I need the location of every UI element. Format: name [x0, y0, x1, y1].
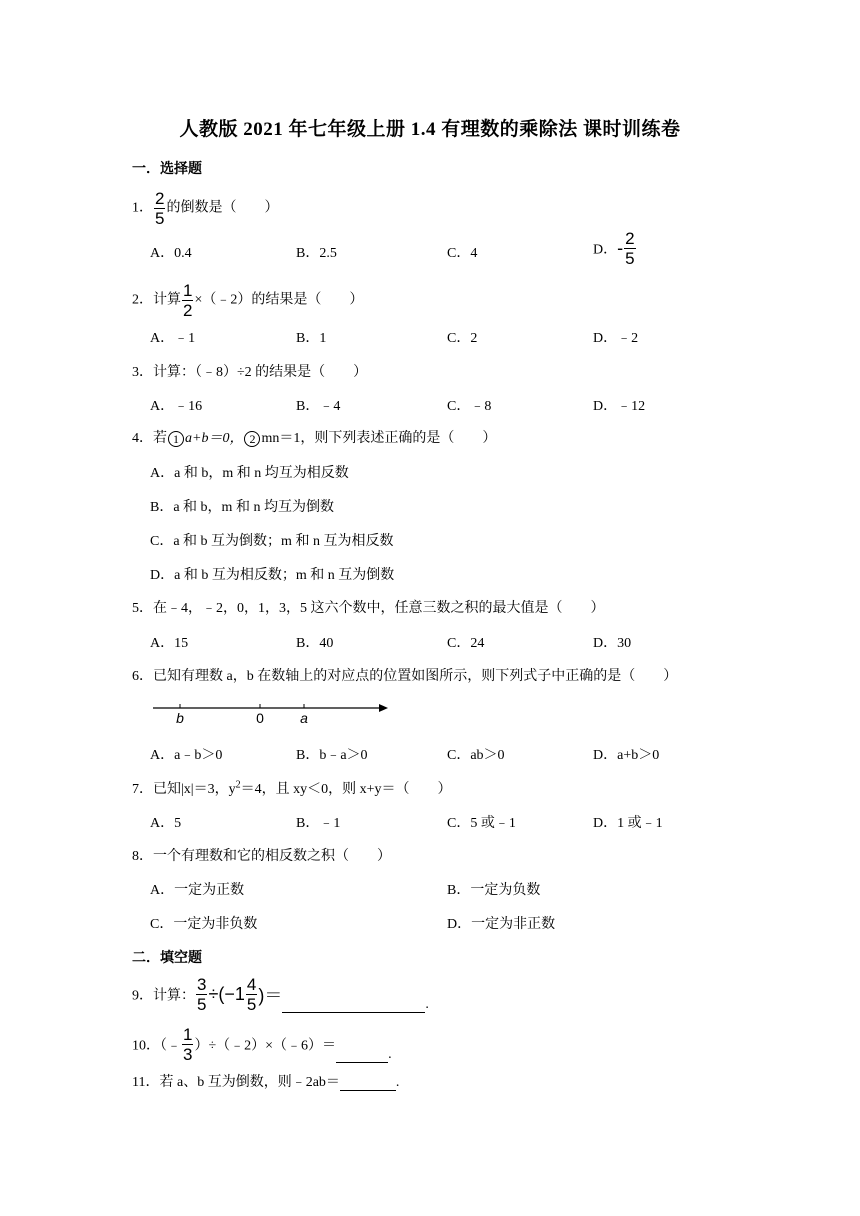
- option-b: B．40: [296, 636, 334, 651]
- axis-label-b: b: [176, 710, 184, 726]
- axis-label-a: a: [300, 710, 308, 726]
- option-b: B．﹣1: [296, 816, 341, 831]
- option-b: B．1: [296, 331, 327, 346]
- option-b: B．﹣4: [296, 399, 341, 414]
- question-3: 3．计算：（﹣8）÷2 的结果是（ ）: [132, 365, 368, 380]
- question-9: 9．计算： $\frac{3}{5}$ ÷(−1 $\frac{4}{5}$ )＝ .: [132, 975, 429, 1014]
- answer-blank[interactable]: [282, 998, 425, 1013]
- option-a: A．15: [150, 636, 189, 651]
- option-c: C．2: [447, 331, 478, 346]
- circled-number-1: 1: [168, 431, 184, 447]
- option-d: D．﹣2: [593, 331, 639, 346]
- number-line-figure: [150, 696, 395, 726]
- option-d: D．- $\frac{2}{5}$: [593, 229, 635, 268]
- circled-number-2: 2: [244, 431, 260, 447]
- page-title: 人教版 2021 年七年级上册 1.4 有理数的乘除法 课时训练卷: [179, 119, 681, 140]
- option-b: B．一定为负数: [447, 883, 541, 898]
- option-b: B．a 和 b，m 和 n 均互为倒数: [150, 500, 334, 515]
- option-a: A．﹣16: [150, 399, 203, 414]
- option-c: C．ab＞0: [447, 748, 505, 763]
- question-text: 的倒数是（ ）: [166, 200, 279, 216]
- option-a: A．一定为正数: [150, 883, 245, 898]
- option-d: D．一定为非正数: [447, 917, 556, 932]
- option-d: D．30: [593, 636, 632, 651]
- answer-blank[interactable]: [340, 1076, 396, 1091]
- option-a: A．a 和 b，m 和 n 均互为相反数: [150, 466, 349, 481]
- option-a: A．5: [150, 816, 182, 831]
- question-6: 6．已知有理数 a，b 在数轴上的对应点的位置如图所示，则下列式子中正确的是（ ）: [132, 669, 678, 684]
- option-d: D．1 或﹣1: [593, 816, 663, 831]
- question-number: 1．: [132, 200, 153, 216]
- fraction: $\frac{2}{5}$: [155, 189, 165, 228]
- option-c: C．﹣8: [447, 399, 492, 414]
- question-2: 2．计算 $\frac{1}{2}$ ×（﹣2）的结果是（ ）: [132, 281, 364, 320]
- option-c: C．24: [447, 636, 485, 651]
- option-b: B．2.5: [296, 246, 337, 261]
- option-a: A．0.4: [150, 246, 192, 261]
- option-c: C．5 或﹣1: [447, 816, 516, 831]
- axis-label-zero: 0: [256, 710, 264, 726]
- question-5: 5．在﹣4，﹣2，0，1，3，5 这六个数中，任意三数之积的最大值是（ ）: [132, 601, 605, 616]
- section-heading-fill: 二．填空题: [132, 951, 202, 966]
- option-a: A．a﹣b＞0: [150, 748, 223, 763]
- question-4: 4．若 1 a+b＝0， 2 mn＝1，则下列表述正确的是（ ）: [132, 431, 497, 446]
- option-c: C．a 和 b 互为倒数；m 和 n 互为相反数: [150, 534, 394, 549]
- question-8: 8．一个有理数和它的相反数之积（ ）: [132, 849, 391, 864]
- question-7: 7．已知|x|＝3，$y^2=4$，且 xy＜0，则 x+y＝（ ）: [132, 779, 452, 797]
- question-11: 11．若 a、b 互为倒数，则﹣2ab＝ .: [132, 1075, 400, 1090]
- option-d: D．a 和 b 互为相反数；m 和 n 互为倒数: [150, 568, 395, 583]
- option-a: A．﹣1: [150, 331, 196, 346]
- question-1: [132, 190, 278, 227]
- option-d: D．a+b＞0: [593, 748, 660, 763]
- option-c: C．一定为非负数: [150, 917, 258, 932]
- question-10: 10．（﹣ $\frac{1}{3}$ ）÷（﹣2）×（﹣6）＝.: [132, 1025, 392, 1064]
- section-heading-choice: 一．选择题: [132, 162, 202, 177]
- option-c: C．4: [447, 246, 478, 261]
- fraction: $\frac{1}{2}$: [183, 281, 193, 320]
- option-d: D．﹣12: [593, 399, 646, 414]
- answer-blank[interactable]: [336, 1048, 388, 1063]
- option-b: B．b﹣a＞0: [296, 748, 368, 763]
